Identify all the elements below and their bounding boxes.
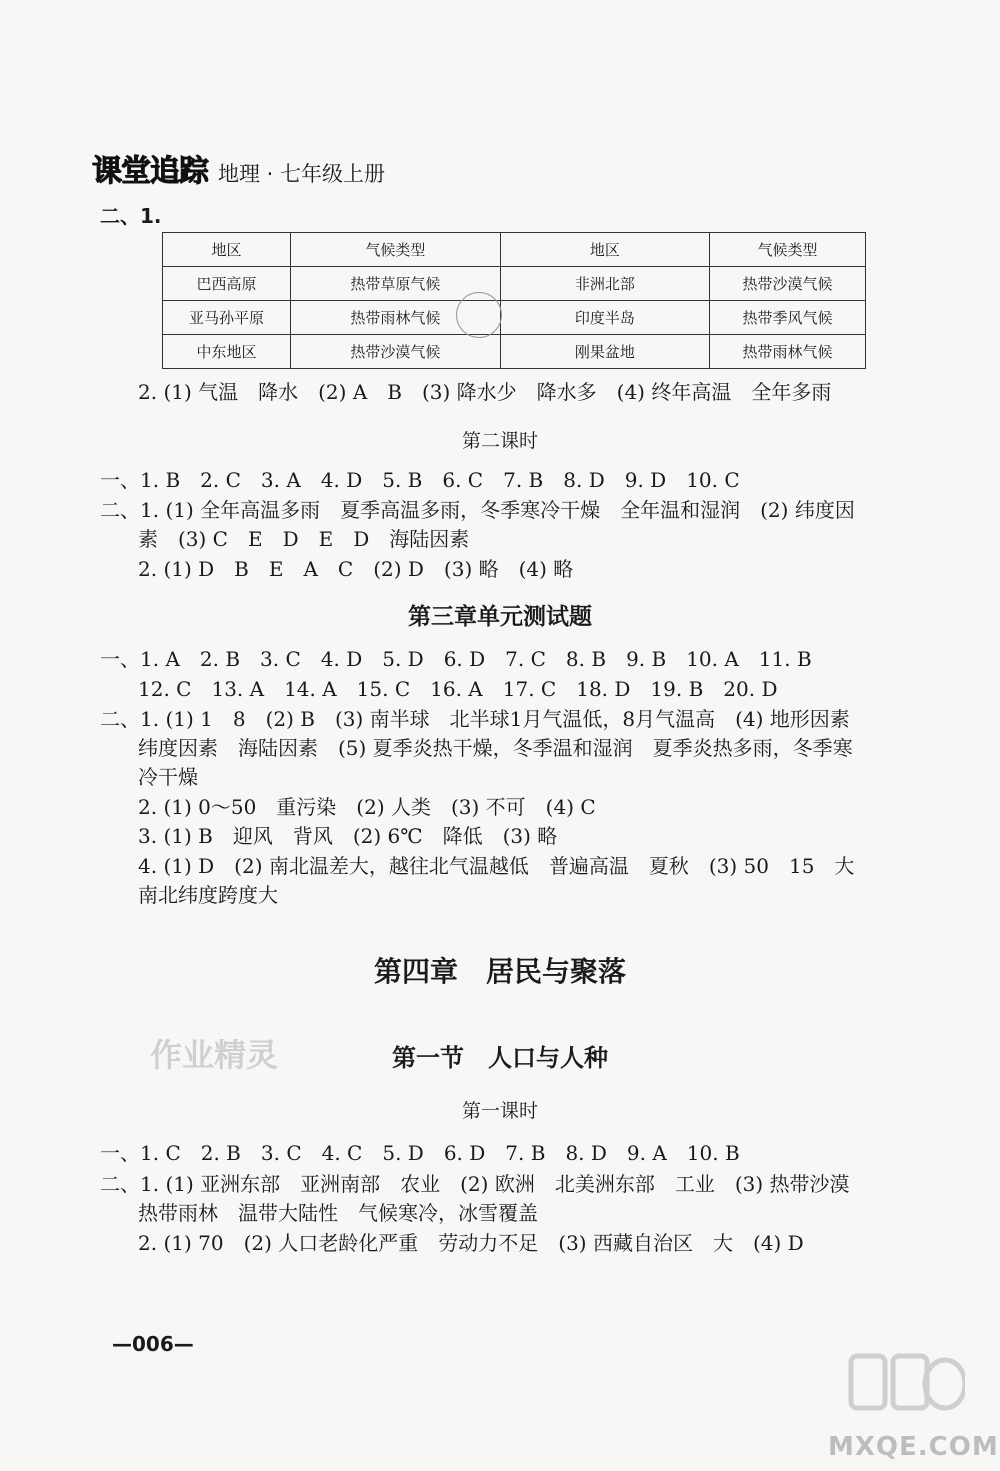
table-cell: 刚果盆地: [500, 335, 709, 369]
book-subject: 地理 · 七年级上册: [218, 162, 386, 186]
question-label: 二、1.: [100, 204, 162, 228]
table-cell: 热带沙漠气候: [710, 267, 866, 301]
answer-line: 4. (1) D (2) 南北温差大，越往北气温越低 普遍高温 夏秋 (3) 50 15 大: [138, 854, 855, 878]
table-header: 地区: [163, 233, 291, 267]
answer-line: 素 (3) C E D E D 海陆因素: [138, 527, 470, 551]
answer-line: 一、1. C 2. B 3. C 4. C 5. D 6. D 7. B 8. D 9. A 10. B: [100, 1141, 740, 1165]
side-watermark: 作业精灵: [150, 1036, 279, 1074]
answer-line: 2. (1) 70 (2) 人口老龄化严重 劳动力不足 (3) 西藏自治区 大 (4) D: [138, 1231, 804, 1255]
answer-line: 2. (1) 气温 降水 (2) A B (3) 降水少 降水多 (4) 终年高温 全年多雨: [138, 380, 832, 404]
table-header: 地区: [500, 233, 709, 267]
watermark-logo-icon: [845, 1342, 965, 1432]
answer-line: 南北纬度跨度大: [138, 883, 278, 907]
answer-line: 二、1. (1) 1 8 (2) B (3) 南半球 北半球1月气温低，8月气温高 (4) 地形因素: [100, 707, 850, 731]
table-cell: 中东地区: [163, 335, 291, 369]
table-header: 气候类型: [291, 233, 500, 267]
section-title: 第一节 人口与人种: [392, 1044, 608, 1072]
table-cell: 非洲北部: [500, 267, 709, 301]
table-cell: 巴西高原: [163, 267, 291, 301]
table-cell: 热带雨林气候: [291, 301, 500, 335]
chapter-title: 第四章 居民与聚落: [373, 955, 626, 988]
answer-line: 一、1. A 2. B 3. C 4. D 5. D 6. D 7. C 8. B 9. B 10. A 11. B: [100, 647, 812, 671]
watermark-url: MXQE.COM: [828, 1432, 999, 1462]
unit-test-title: 第三章单元测试题: [408, 604, 592, 630]
table-cell: 热带季风气候: [710, 301, 866, 335]
page-number: —006—: [112, 1332, 194, 1356]
table-cell: 亚马孙平原: [163, 301, 291, 335]
answer-line: 二、1. (1) 全年高温多雨 夏季高温多雨，冬季寒冷干燥 全年温和湿润 (2) 纬度因: [100, 498, 855, 522]
answer-line: 12. C 13. A 14. A 15. C 16. A 17. C 18. D 19. B 20. D: [138, 677, 778, 701]
answer-line: 一、1. B 2. C 3. A 4. D 5. B 6. C 7. B 8. D 9. D 10. C: [100, 468, 740, 492]
table-row: [163, 335, 866, 369]
answer-line: 2. (1) D B E A C (2) D (3) 略 (4) 略: [138, 557, 574, 581]
answer-line: 热带雨林 温带大陆性 气候寒冷，冰雪覆盖: [138, 1201, 538, 1225]
table-header-row: [163, 233, 866, 267]
answer-line: 二、1. (1) 亚洲东部 亚洲南部 农业 (2) 欧洲 北美洲东部 工业 (3) 热带沙漠: [100, 1172, 850, 1196]
answer-line: 3. (1) B 迎风 背风 (2) 6℃ 降低 (3) 略: [138, 824, 558, 848]
stamp-mark: [456, 292, 502, 338]
answer-line: 纬度因素 海陆因素 (5) 夏季炎热干燥，冬季温和湿润 夏季炎热多雨，冬季寒: [138, 736, 853, 760]
table-row: [163, 301, 866, 335]
table-cell: 印度半岛: [500, 301, 709, 335]
lesson-title: 第二课时: [461, 430, 538, 452]
table-cell: 热带雨林气候: [710, 335, 866, 369]
table-row: [163, 267, 866, 301]
book-logo: 课堂追踪: [92, 154, 208, 189]
table-cell: 热带沙漠气候: [291, 335, 500, 369]
answer-line: 冷干燥: [138, 765, 198, 789]
climate-table: [162, 232, 866, 369]
answer-line: 2. (1) 0～50 重污染 (2) 人类 (3) 不可 (4) C: [138, 795, 596, 819]
lesson-title: 第一课时: [461, 1100, 538, 1122]
page-header: [92, 148, 385, 190]
table-cell: 热带草原气候: [291, 267, 500, 301]
table-header: 气候类型: [710, 233, 866, 267]
